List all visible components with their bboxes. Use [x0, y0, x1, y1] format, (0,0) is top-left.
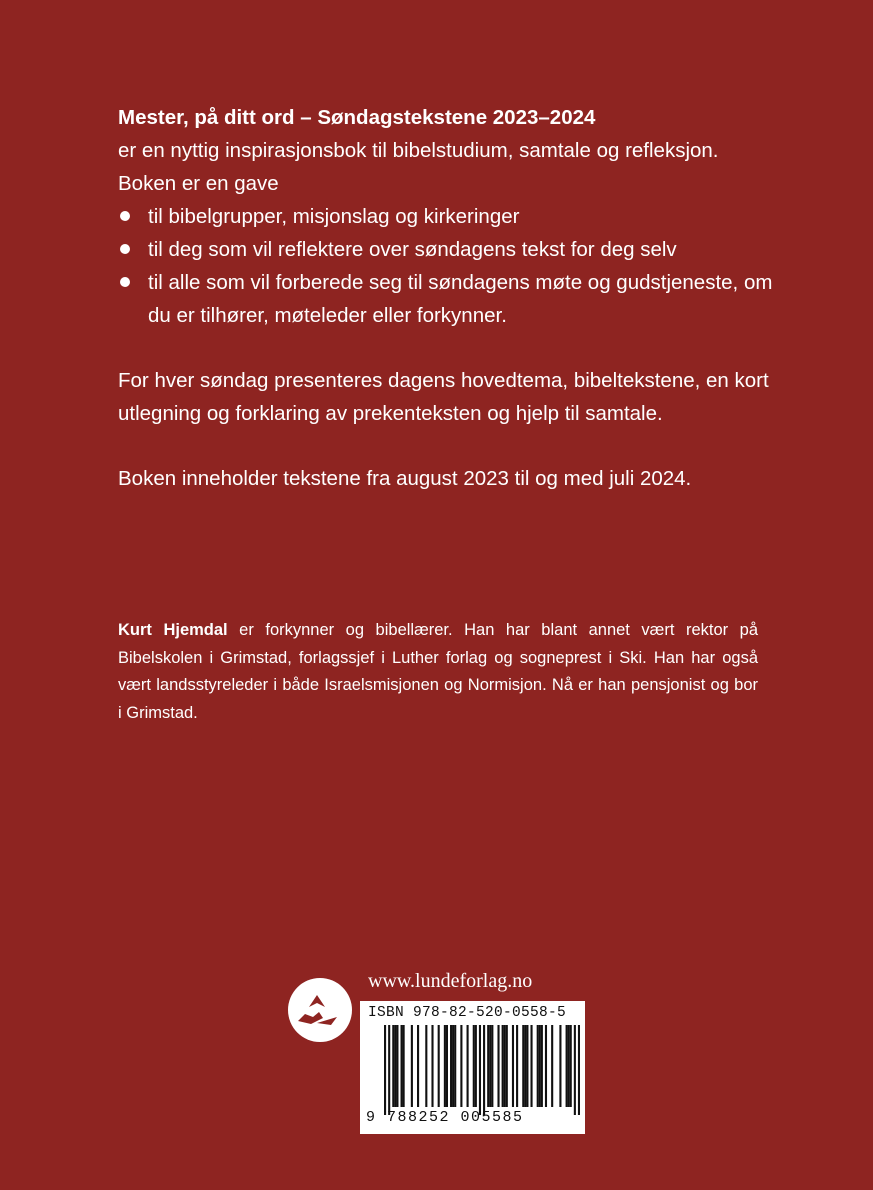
barcode-bar — [403, 1025, 405, 1107]
barcode-bar — [396, 1025, 398, 1107]
barcode-bar — [541, 1025, 543, 1107]
blurb — [118, 101, 798, 495]
book-title: Mester, på ditt ord – Søndagstekstene 2023–2024 — [118, 106, 596, 129]
barcode-bar — [545, 1025, 547, 1107]
barcode-bar — [512, 1025, 514, 1107]
barcode-bar — [460, 1025, 462, 1107]
barcode-bar — [524, 1025, 526, 1107]
publisher-logo-icon — [287, 977, 353, 1043]
barcode-bar — [444, 1025, 446, 1107]
isbn-label: ISBN 978-82-520-0558-5 — [368, 1005, 567, 1021]
barcode-bar — [384, 1025, 386, 1115]
barcode-bar — [566, 1025, 568, 1107]
barcode-bar — [431, 1025, 433, 1107]
author-bio — [118, 617, 758, 727]
blurb-line-2: Boken er en gave — [118, 172, 279, 195]
barcode-digits: 9 788252 005585 — [366, 1109, 524, 1126]
barcode-bar — [537, 1025, 539, 1107]
barcode-bar — [526, 1025, 528, 1107]
bullet-item: til bibelgrupper, misjonslag og kirkeringer — [118, 200, 798, 233]
barcode-bar — [522, 1025, 524, 1107]
barcode-bar — [502, 1025, 504, 1107]
publisher-url: www.lundeforlag.no — [368, 970, 533, 992]
barcode-bar — [570, 1025, 572, 1107]
barcode-bar — [568, 1025, 570, 1107]
barcode-bars — [384, 1025, 580, 1115]
barcode-bar — [425, 1025, 427, 1107]
blurb-paragraph-2: For hver søndag presenteres dagens hovedtema, bibeltekstene, en kort utlegning og forklaring av prekenteksten og hjelp til samtale. — [118, 369, 769, 425]
barcode-bar — [516, 1025, 518, 1107]
author-bio-text: er forkynner og bibellærer. Han har blant annet vært rektor på Bibelskolen i Grimstad, forlagssjef i Luther forlag og sogneprest i Ski. Han har også vært landsstyreleder i både Israelsmisjonen og Normisjon. Nå er han pensjonist og bor i Grimstad. — [118, 621, 759, 722]
barcode-bar — [578, 1025, 580, 1115]
barcode-bar — [479, 1025, 481, 1115]
barcode-bar — [417, 1025, 419, 1107]
barcode-bar — [392, 1025, 394, 1107]
barcode-bar — [446, 1025, 448, 1107]
barcode-bar — [504, 1025, 506, 1107]
barcode-bar — [487, 1025, 489, 1107]
barcode-bar — [454, 1025, 456, 1107]
bullet-item: til deg som vil reflektere over søndagens tekst for deg selv — [118, 233, 798, 266]
barcode-bar — [394, 1025, 396, 1107]
barcode-bar — [530, 1025, 532, 1107]
barcode-bar — [473, 1025, 475, 1107]
barcode-bar — [506, 1025, 508, 1107]
barcode-bar — [497, 1025, 499, 1107]
barcode-bar — [539, 1025, 541, 1107]
blurb-paragraph-3: Boken inneholder tekstene fra august 2023 til og med juli 2024. — [118, 467, 692, 490]
barcode-bar — [452, 1025, 454, 1107]
barcode-bar — [438, 1025, 440, 1107]
barcode-bar — [401, 1025, 403, 1107]
barcode-bar — [489, 1025, 491, 1107]
author-name: Kurt Hjemdal — [118, 621, 228, 639]
barcode-bar — [388, 1025, 390, 1115]
barcode-bar — [467, 1025, 469, 1107]
barcode — [360, 1001, 585, 1134]
blurb-line-1: er en nyttig inspirasjonsbok til bibelstudium, samtale og refleksjon. — [118, 139, 719, 162]
barcode-bar — [491, 1025, 493, 1107]
barcode-bar — [411, 1025, 413, 1107]
barcode-bar — [551, 1025, 553, 1107]
barcode-bar — [483, 1025, 485, 1115]
barcode-bar — [475, 1025, 477, 1107]
barcode-bar — [450, 1025, 452, 1107]
barcode-bar — [559, 1025, 561, 1107]
bullet-list — [118, 200, 798, 332]
bullet-item: til alle som vil forberede seg til søndagens møte og gudstjeneste, om du er tilhører, møteleder eller forkynner. — [118, 266, 798, 332]
barcode-bar — [574, 1025, 576, 1115]
